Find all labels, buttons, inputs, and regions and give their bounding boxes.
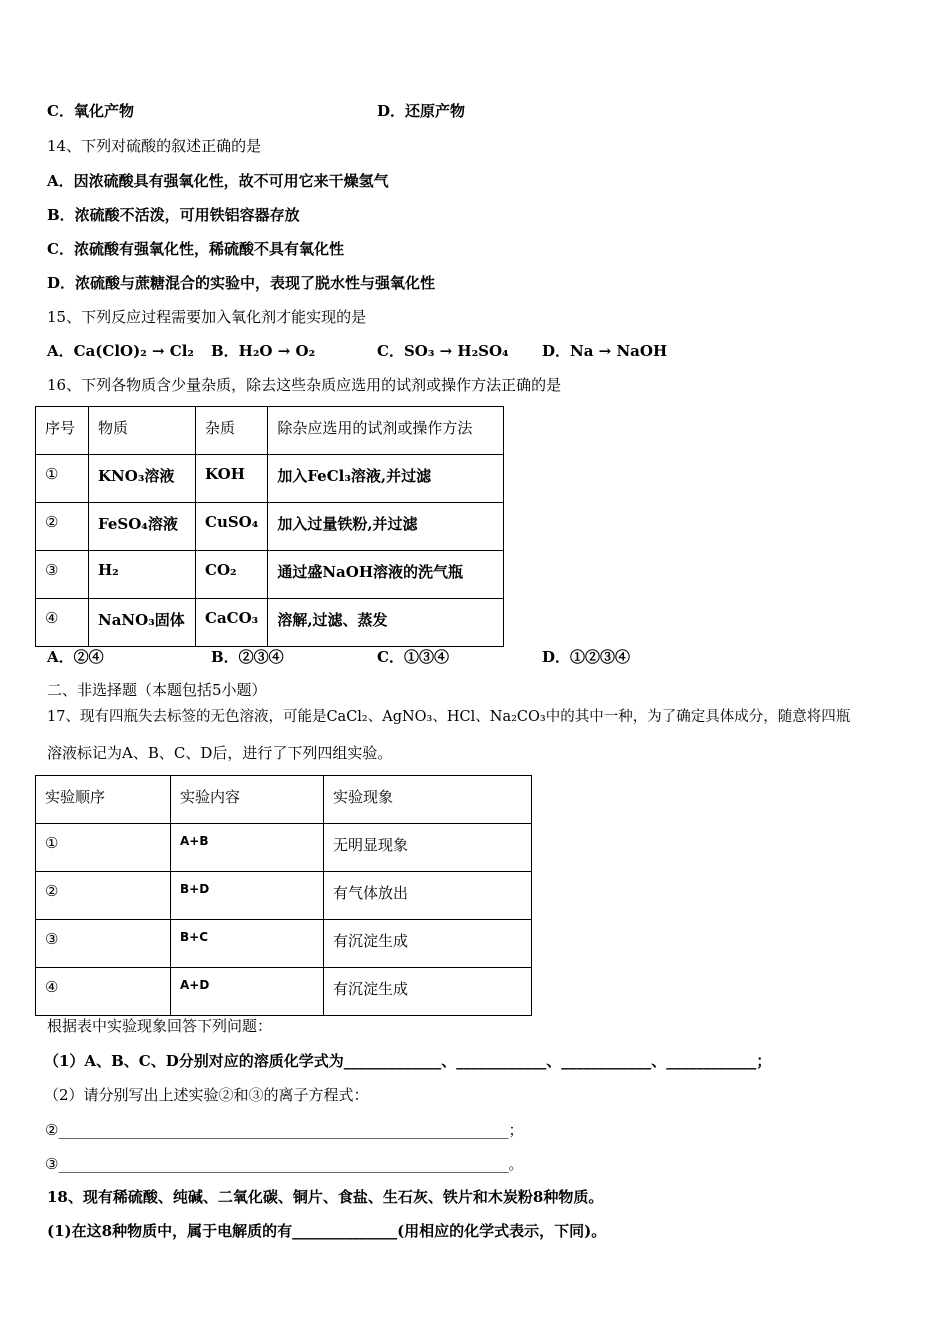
q17-answer-3: ③____________________________________________________________。 [45,1155,524,1173]
cell: ④ [36,599,89,647]
q14-option-d: D．浓硫酸与蔗糖混合的实验中，表现了脱水性与强氧化性 [47,274,436,292]
header-cell: 实验现象 [324,776,532,824]
header-cell: 实验内容 [171,776,324,824]
cell: CuSO₄ [196,503,268,551]
cell: 通过盛NaOH溶液的洗气瓶 [268,551,504,599]
cell: 有沉淀生成 [324,968,532,1016]
cell: A+B [171,824,324,872]
cell: ③ [36,551,89,599]
q16-stem: 16、下列各物质含少量杂质，除去这些杂质应选用的试剂或操作方法正确的是 [47,376,562,394]
table-row [36,503,504,551]
table-row [36,455,504,503]
q16-table [35,406,504,647]
q17-part2: （2）请分别写出上述实验②和③的离子方程式： [44,1086,369,1104]
cell: ② [36,503,89,551]
q17-table [35,775,532,1016]
cell: 无明显现象 [324,824,532,872]
cell: ① [36,455,89,503]
q18-stem: 18、现有稀硫酸、纯碱、二氧化碳、铜片、食盐、生石灰、铁片和木炭粉8种物质。 [47,1188,604,1206]
cell: NaNO₃固体 [89,599,196,647]
table-row [36,968,532,1016]
q16-option-b: B．②③④ [211,648,284,666]
cell: ③ [36,920,171,968]
cell: 加入过量铁粉,并过滤 [268,503,504,551]
header-cell: 实验顺序 [36,776,171,824]
q13-option-c: C．氧化产物 [47,102,134,120]
q15-option-b: B．H₂O → O₂ [211,342,316,360]
cell: FeSO₄溶液 [89,503,196,551]
header-cell: 除杂应选用的试剂或操作方法 [268,407,504,455]
table-row [36,824,532,872]
table-row [36,920,532,968]
q16-option-c: C．①③④ [377,648,449,666]
header-cell: 序号 [36,407,89,455]
cell: KNO₃溶液 [89,455,196,503]
table-header-row [36,776,532,824]
table-row [36,599,504,647]
q17-stem-line2: 溶液标记为A、B、C、D后，进行了下列四组实验。 [47,744,393,762]
q15-option-a: A．Ca(ClO)₂ → Cl₂ [47,342,194,360]
q16-option-d: D．①②③④ [542,648,631,666]
cell: H₂ [89,551,196,599]
cell: ① [36,824,171,872]
q17-lead: 根据表中实验现象回答下列问题： [47,1017,273,1035]
header-cell: 杂质 [196,407,268,455]
q13-option-d: D．还原产物 [377,102,466,120]
cell: 加入FeCl₃溶液,并过滤 [268,455,504,503]
cell: CaCO₃ [196,599,268,647]
q15-option-c: C．SO₃ → H₂SO₄ [377,342,509,360]
cell: B+C [171,920,324,968]
q16-option-a: A．②④ [47,648,104,666]
section-heading: 二、非选择题（本题包括5小题） [47,681,267,699]
cell: A+D [171,968,324,1016]
cell: 溶解,过滤、蒸发 [268,599,504,647]
cell: ④ [36,968,171,1016]
cell: KOH [196,455,268,503]
table-header-row [36,407,504,455]
table-row [36,551,504,599]
q14-option-a: A．因浓硫酸具有强氧化性，故不可用它来干燥氢气 [47,172,389,190]
q17-part1: （1）A、B、C、D分别对应的溶质化学式为_____________、____________、____________、____________； [44,1052,772,1070]
cell: B+D [171,872,324,920]
cell: 有气体放出 [324,872,532,920]
table-row [36,872,532,920]
q15-option-d: D．Na → NaOH [542,342,668,360]
cell: 有沉淀生成 [324,920,532,968]
q14-stem: 14、下列对硫酸的叙述正确的是 [47,137,262,155]
cell: CO₂ [196,551,268,599]
q14-option-b: B．浓硫酸不活泼，可用铁铝容器存放 [47,206,300,224]
q17-stem-line1: 17、现有四瓶失去标签的无色溶液，可能是CaCl₂、AgNO₃、HCl、Na₂CO₃中的其中一种，为了确定具体成分，随意将四瓶 [47,709,851,725]
q15-stem: 15、下列反应过程需要加入氧化剂才能实现的是 [47,308,367,326]
q18-part1: (1)在这8种物质中，属于电解质的有______________(用相应的化学式表示，下同)。 [47,1222,607,1240]
q17-answer-2: ②____________________________________________________________； [45,1121,524,1139]
cell: ② [36,872,171,920]
header-cell: 物质 [89,407,196,455]
q14-option-c: C．浓硫酸有强氧化性，稀硫酸不具有氧化性 [47,240,344,258]
